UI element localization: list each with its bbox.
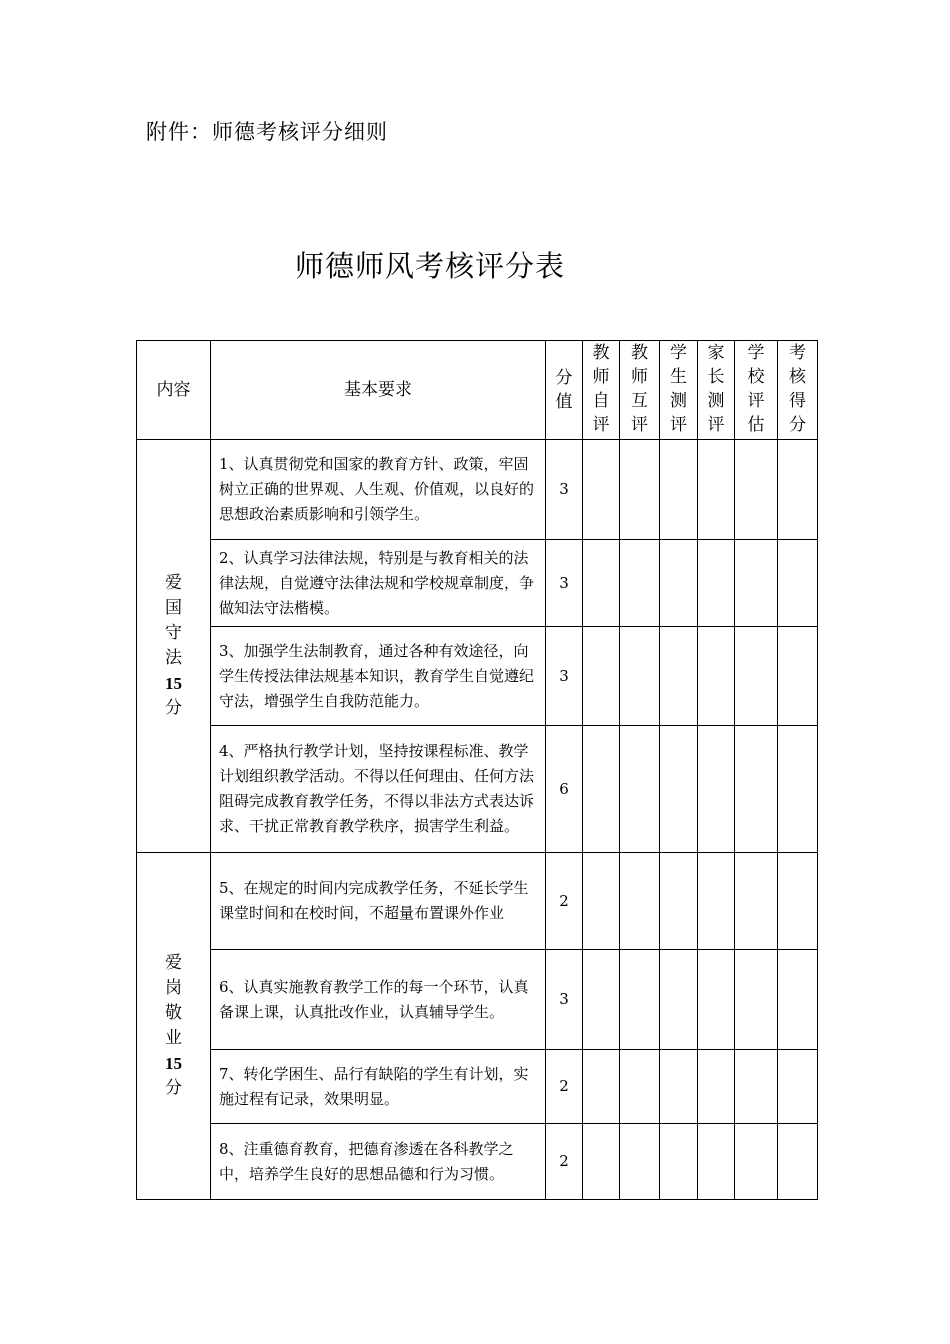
student-eval-cell[interactable] (660, 440, 698, 540)
self-eval-cell[interactable] (583, 627, 620, 726)
header-parent-eval: 家 长 测 评 (698, 341, 735, 440)
header-self-eval: 教 师 自 评 (583, 341, 620, 440)
requirement-text: 6、认真实施教育教学工作的每一个环节，认真备课上课，认真批改作业，认真辅导学生。 (211, 950, 546, 1050)
score-value: 2 (546, 1124, 583, 1200)
school-eval-cell[interactable] (735, 1050, 778, 1124)
peer-eval-cell[interactable] (620, 853, 660, 950)
self-eval-cell[interactable] (583, 853, 620, 950)
requirement-text: 1、认真贯彻党和国家的教育方针、政策，牢固树立正确的世界观、人生观、价值观，以良好的思想政治素质影响和引领学生。 (211, 440, 546, 540)
category-patriotism: 爱 国 守 法 15 分 (137, 440, 211, 853)
table-row (137, 950, 818, 1050)
student-eval-cell[interactable] (660, 540, 698, 627)
parent-eval-cell[interactable] (698, 627, 735, 726)
student-eval-cell[interactable] (660, 726, 698, 853)
school-eval-cell[interactable] (735, 726, 778, 853)
requirement-text: 3、加强学生法制教育，通过各种有效途径，向学生传授法律法规基本知识，教育学生自觉遵纪守法，增强学生自我防范能力。 (211, 627, 546, 726)
score-value: 6 (546, 726, 583, 853)
final-score-cell[interactable] (778, 1124, 818, 1200)
final-score-cell[interactable] (778, 1050, 818, 1124)
student-eval-cell[interactable] (660, 853, 698, 950)
requirement-text: 2、认真学习法律法规，特别是与教育相关的法律法规，自觉遵守法律法规和学校规章制度，争做知法守法楷模。 (211, 540, 546, 627)
table-row (137, 440, 818, 540)
self-eval-cell[interactable] (583, 540, 620, 627)
parent-eval-cell[interactable] (698, 1124, 735, 1200)
header-row (137, 341, 818, 440)
table-title: 师德师风考核评分表 (294, 249, 565, 283)
score-value: 3 (546, 627, 583, 726)
requirement-text: 5、在规定的时间内完成教学任务，不延长学生课堂时间和在校时间，不超量布置课外作业 (211, 853, 546, 950)
self-eval-cell[interactable] (583, 950, 620, 1050)
self-eval-cell[interactable] (583, 1050, 620, 1124)
self-eval-cell[interactable] (583, 1124, 620, 1200)
header-student-eval: 学 生 测 评 (660, 341, 698, 440)
peer-eval-cell[interactable] (620, 627, 660, 726)
final-score-cell[interactable] (778, 627, 818, 726)
peer-eval-cell[interactable] (620, 440, 660, 540)
table-row (137, 627, 818, 726)
student-eval-cell[interactable] (660, 950, 698, 1050)
final-score-cell[interactable] (778, 726, 818, 853)
school-eval-cell[interactable] (735, 627, 778, 726)
school-eval-cell[interactable] (735, 950, 778, 1050)
final-score-cell[interactable] (778, 950, 818, 1050)
table-row (137, 540, 818, 627)
parent-eval-cell[interactable] (698, 440, 735, 540)
requirement-text: 4、严格执行教学计划，坚持按课程标准、教学计划组织教学活动。不得以任何理由、任何方法阻碍完成教育教学任务，不得以非法方式表达诉求、干扰正常教育教学秩序，损害学生利益。 (211, 726, 546, 853)
parent-eval-cell[interactable] (698, 950, 735, 1050)
parent-eval-cell[interactable] (698, 540, 735, 627)
parent-eval-cell[interactable] (698, 1050, 735, 1124)
final-score-cell[interactable] (778, 440, 818, 540)
requirement-text: 7、转化学困生、品行有缺陷的学生有计划，实施过程有记录，效果明显。 (211, 1050, 546, 1124)
parent-eval-cell[interactable] (698, 726, 735, 853)
self-eval-cell[interactable] (583, 726, 620, 853)
parent-eval-cell[interactable] (698, 853, 735, 950)
header-final-score: 考 核 得 分 (778, 341, 818, 440)
student-eval-cell[interactable] (660, 1050, 698, 1124)
requirement-text: 8、注重德育教育，把德育渗透在各科教学之中，培养学生良好的思想品德和行为习惯。 (211, 1124, 546, 1200)
peer-eval-cell[interactable] (620, 1124, 660, 1200)
peer-eval-cell[interactable] (620, 1050, 660, 1124)
school-eval-cell[interactable] (735, 853, 778, 950)
score-value: 3 (546, 950, 583, 1050)
category-dedication: 爱 岗 敬 业 15 分 (137, 853, 211, 1200)
school-eval-cell[interactable] (735, 440, 778, 540)
attachment-label: 附件：师德考核评分细则 (146, 120, 388, 144)
school-eval-cell[interactable] (735, 540, 778, 627)
header-score: 分 值 (546, 341, 583, 440)
peer-eval-cell[interactable] (620, 726, 660, 853)
school-eval-cell[interactable] (735, 1124, 778, 1200)
header-requirement: 基本要求 (211, 341, 546, 440)
header-school-eval: 学 校 评 估 (735, 341, 778, 440)
final-score-cell[interactable] (778, 853, 818, 950)
header-content: 内容 (137, 341, 211, 440)
score-value: 2 (546, 1050, 583, 1124)
final-score-cell[interactable] (778, 540, 818, 627)
peer-eval-cell[interactable] (620, 950, 660, 1050)
evaluation-table (136, 340, 818, 1200)
table-row (137, 726, 818, 853)
self-eval-cell[interactable] (583, 440, 620, 540)
table-row (137, 1050, 818, 1124)
score-value: 2 (546, 853, 583, 950)
score-value: 3 (546, 540, 583, 627)
peer-eval-cell[interactable] (620, 540, 660, 627)
header-peer-eval: 教 师 互 评 (620, 341, 660, 440)
table-row (137, 1124, 818, 1200)
table-row (137, 853, 818, 950)
score-value: 3 (546, 440, 583, 540)
student-eval-cell[interactable] (660, 1124, 698, 1200)
student-eval-cell[interactable] (660, 627, 698, 726)
